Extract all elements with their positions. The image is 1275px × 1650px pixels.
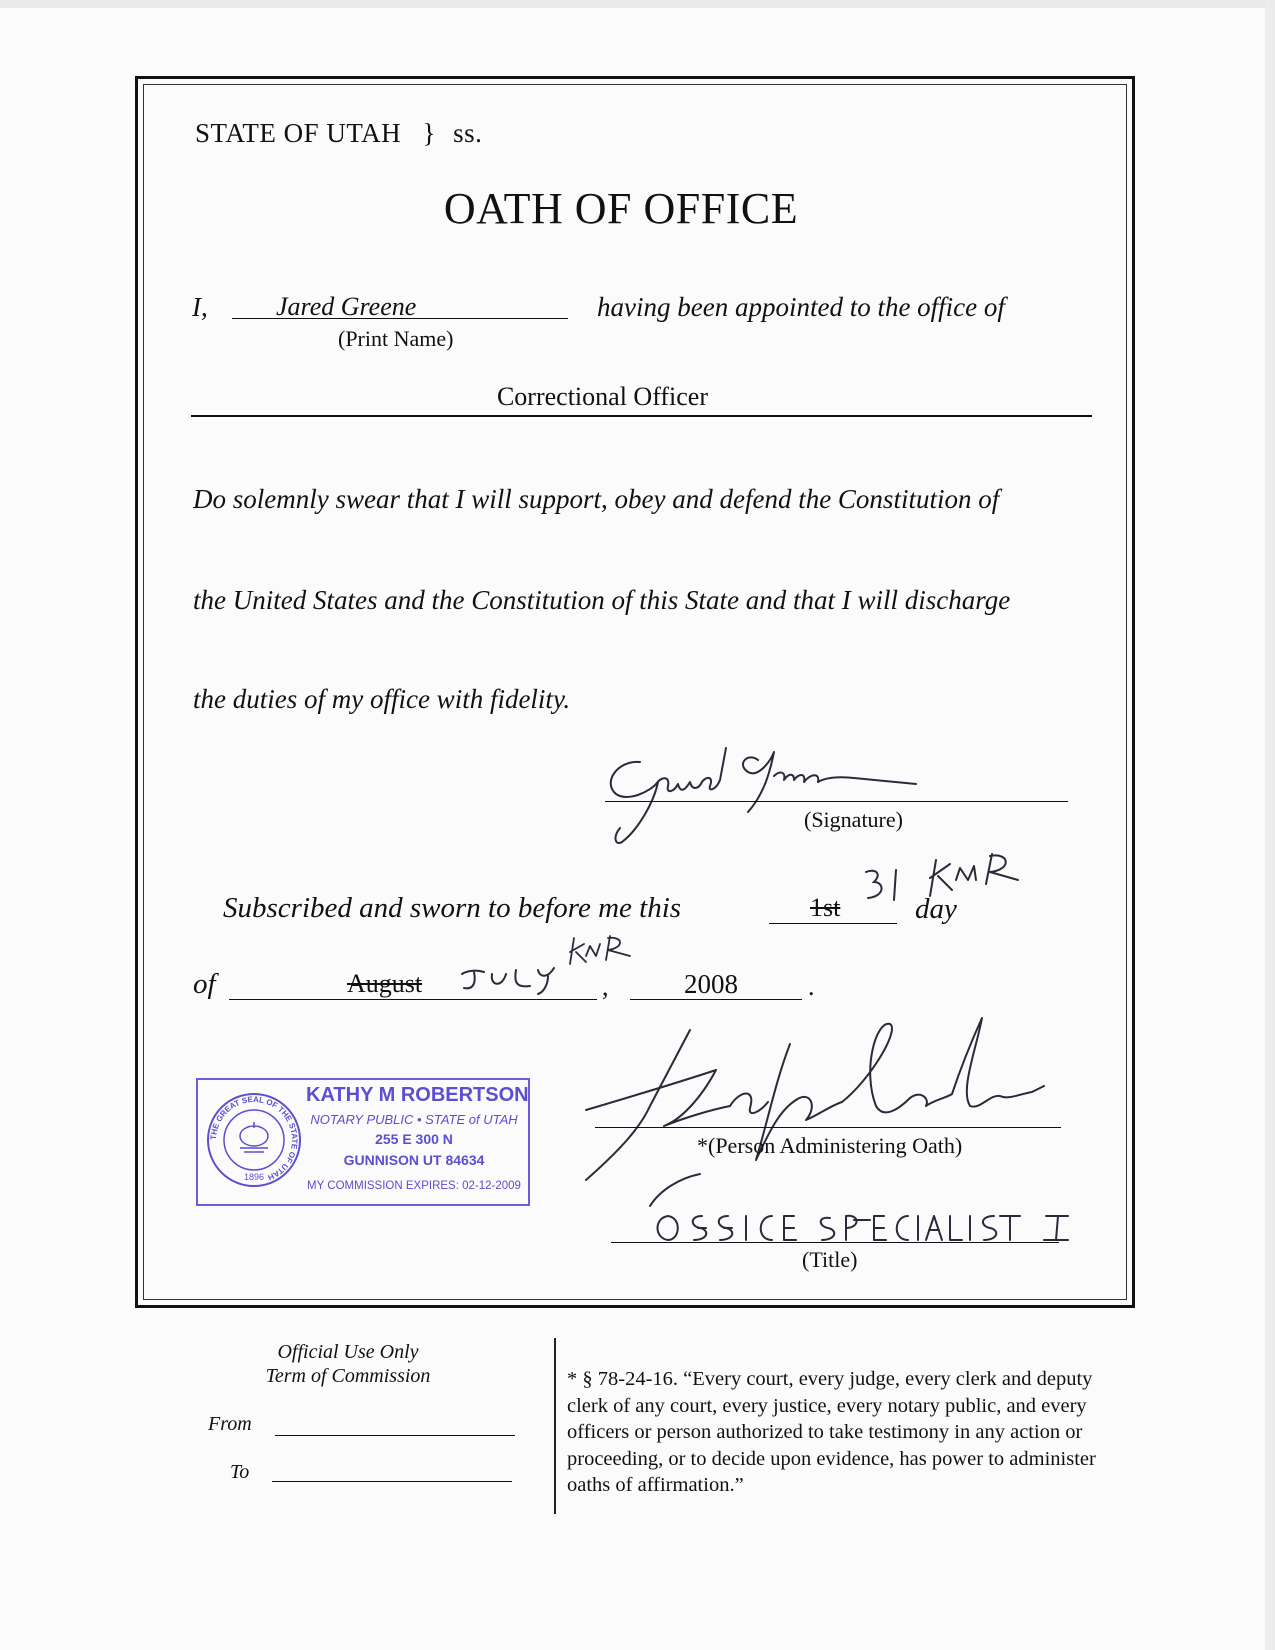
office-line: [191, 415, 1092, 417]
administrator-title-handwritten: [650, 1206, 1090, 1250]
from-field[interactable]: [275, 1435, 515, 1436]
affiant-signature: [598, 742, 918, 852]
notary-name: KATHY M ROBERTSON: [306, 1084, 529, 1106]
signature-caption: (Signature): [804, 807, 903, 832]
seal-year: 1896: [243, 1172, 265, 1182]
administrator-signature: [580, 1010, 1060, 1210]
oath-line-1: Do solemnly swear that I will support, obey and defend the Constitution of: [193, 484, 1000, 514]
name-caption: (Print Name): [338, 326, 454, 351]
notary-city: GUNNISON UT 84634: [343, 1152, 485, 1168]
from-label: From: [208, 1413, 252, 1435]
administrator-title-caption: (Title): [802, 1247, 858, 1272]
venue-line: [195, 118, 482, 149]
name-line: [232, 318, 568, 319]
notary-address: 255 E 300 N: [375, 1131, 453, 1147]
statute-citation: * § 78-24-16. “Every court, every judge, every clerk and deputy clerk of any court, every justice, every notary public, and every officers or person authorized to take testimony in any action or proceeding, or to decide upon evidence, has power to administer oaths of affirmation.”: [567, 1368, 1096, 1496]
day-struck: 1st: [810, 893, 841, 922]
svg-text:THE GREAT SEAL OF THE STATE OF: [209, 1095, 299, 1182]
oath-line-3: the duties of my office with fidelity.: [193, 684, 571, 714]
of-word: of: [193, 968, 216, 1000]
year-period: .: [808, 972, 815, 1001]
month-initials: [566, 934, 636, 970]
scan-right-edge: [1265, 0, 1275, 1650]
venue-brace: }: [422, 118, 436, 148]
prefix-i: I,: [192, 292, 208, 322]
form-title: OATH OF OFFICE: [443, 184, 799, 233]
scan-top-edge: [0, 0, 1275, 8]
oath-line-2: the United States and the Constitution of this State and that I will discharge: [193, 585, 1011, 615]
official-use-heading: Official Use Only: [277, 1341, 419, 1363]
month-comma: ,: [602, 972, 609, 1001]
bottom-divider: [554, 1338, 556, 1514]
ss-label: ss.: [453, 118, 483, 148]
printed-name: Jared Greene: [276, 292, 417, 321]
month-struck: August: [347, 969, 423, 998]
state-seal-icon: [206, 1092, 302, 1188]
appointment-suffix: having been appointed to the office of: [597, 292, 1005, 322]
administrator-signature-line: [595, 1127, 1061, 1128]
day-handwritten-31: [862, 866, 908, 906]
notary-title: NOTARY PUBLIC • STATE of UTAH: [310, 1112, 518, 1127]
year: 2008: [684, 969, 738, 999]
day-word: day: [915, 893, 957, 925]
sworn-lead: Subscribed and sworn to before me this: [223, 892, 682, 924]
administrator-caption: *(Person Administering Oath): [697, 1133, 963, 1158]
term-of-commission-heading: Term of Commission: [265, 1365, 431, 1387]
to-field[interactable]: [272, 1481, 512, 1482]
office-name: Correctional Officer: [496, 382, 709, 411]
state-label: STATE OF UTAH: [195, 118, 402, 148]
seal-ring-text: THE GREAT SEAL OF THE STATE OF UTAH: [208, 1094, 300, 1183]
day-line: [769, 923, 897, 924]
administrator-title-line: [611, 1242, 1059, 1243]
to-label: To: [230, 1461, 250, 1483]
month-handwritten-july: [458, 962, 568, 1002]
signature-line: [605, 801, 1068, 802]
notary-stamp: [196, 1078, 530, 1206]
notary-commission-expires: MY COMMISSION EXPIRES: 02-12-2009: [307, 1180, 521, 1192]
